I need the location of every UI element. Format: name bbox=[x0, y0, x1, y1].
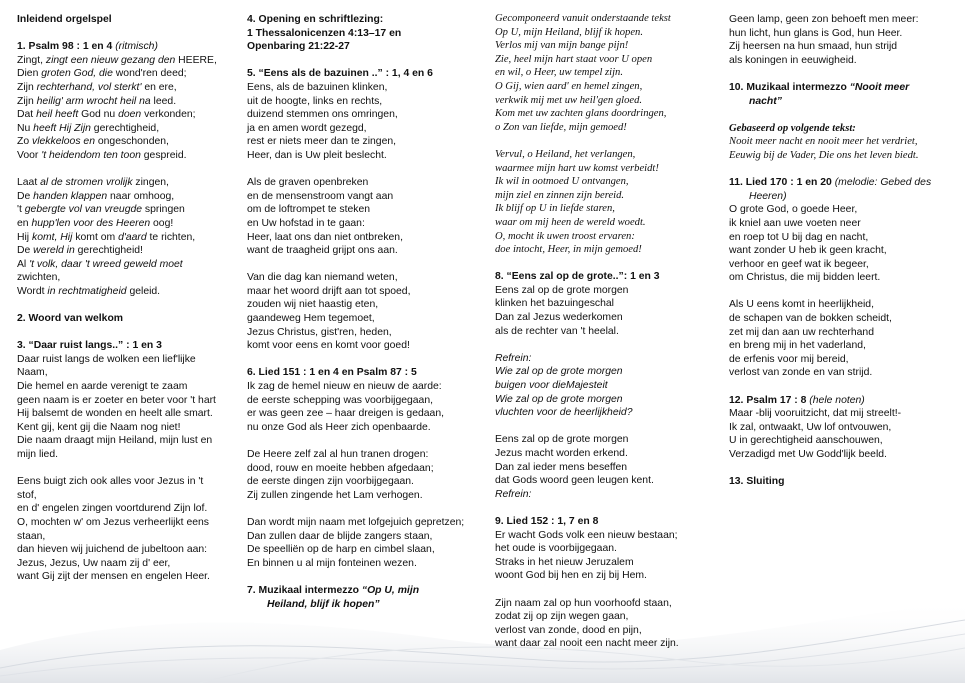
text-line: want Gij zijt der mensen en engelen Heer. bbox=[17, 571, 210, 583]
text-segment: Dat bbox=[17, 109, 37, 121]
text-line: Jezus macht worden erkend. bbox=[495, 448, 628, 459]
text-line: Die hemel en aarde verenigt te zaam bbox=[17, 381, 188, 393]
text-segment: gebergte vol van vreugde bbox=[24, 204, 143, 216]
text-segment: handen klappen bbox=[33, 190, 108, 202]
text-segment: Voor bbox=[17, 149, 42, 161]
text-line bbox=[17, 258, 245, 272]
section-1-note: (ritmisch) bbox=[115, 41, 158, 53]
text-segment: leed. bbox=[150, 95, 177, 107]
text-segment: in rechtmatigheid bbox=[47, 285, 127, 297]
text-line: Verlos mij van mijn bange pijn! bbox=[495, 40, 629, 52]
text-line: Dan wordt mijn naam met lofgejuich gepretzen; bbox=[247, 516, 465, 528]
text-line: en d' engelen zingen voortdurend Zijn lof. bbox=[17, 503, 208, 515]
column-3 bbox=[495, 13, 723, 665]
text-line bbox=[17, 54, 245, 68]
column-2 bbox=[247, 13, 482, 611]
section-9-verse-1 bbox=[495, 529, 723, 583]
section-12-verse bbox=[729, 407, 963, 461]
text-segment: rechterhand, vol sterkt' bbox=[36, 81, 142, 93]
text-line: duizend stemmen ons omringen, bbox=[247, 109, 398, 121]
section-1-heading bbox=[17, 40, 245, 54]
text-line: mijn ziel en zinnen zijn bereid. bbox=[495, 189, 625, 201]
text-line: want de traagheid grijpt ons aan. bbox=[247, 245, 398, 257]
text-line: dood, rouw en moeite hebben afgedaan; bbox=[247, 462, 434, 474]
text-line bbox=[17, 217, 245, 231]
text-line: er was geen zee – haar dreigen is gedaan, bbox=[247, 408, 444, 420]
text-line: O, mochten w' om Jezus verheerlijkt eens bbox=[17, 516, 209, 528]
text-segment: heeft Hij Zijn bbox=[33, 122, 91, 134]
text-line: O grote God, o goede Heer, bbox=[729, 204, 858, 216]
section-10-basis-text bbox=[729, 135, 963, 162]
section-10-title bbox=[729, 81, 963, 95]
text-line: dan hieven wij juichend de jubeltoon aan: bbox=[17, 544, 208, 556]
text-line: want zonder U heb ik geen kracht, bbox=[729, 245, 887, 257]
text-line: en breng mij in het vaderland, bbox=[729, 340, 866, 352]
text-segment: heilig' arm wrocht heil na bbox=[36, 95, 151, 107]
section-4-reference-1: 1 Thessalonicenzen 4:13–17 en bbox=[247, 27, 402, 39]
text-line: hun licht, hun glans is God, hun Heer. bbox=[729, 27, 903, 39]
text-segment: en bbox=[17, 217, 32, 229]
text-line: Hij balsemt de wonden en heelt alle smart. bbox=[17, 408, 213, 420]
text-segment: hupp'len voor des Heeren bbox=[31, 217, 151, 229]
text-line: De Heere zelf zal al hun tranen drogen: bbox=[247, 449, 429, 460]
text-line: en Uw hofstad in te gaan: bbox=[247, 217, 365, 229]
text-segment: springen bbox=[142, 204, 185, 216]
text-segment: naar omhoog, bbox=[107, 190, 175, 202]
section-13-title: 13. Sluiting bbox=[729, 476, 785, 488]
section-3-title: 3. “Daar ruist langs..” : 1 en 3 bbox=[17, 340, 162, 352]
text-line: Kom met uw zachten glans doordringen, bbox=[495, 108, 667, 120]
section-10-basis-label: Gebaseerd op volgende tekst: bbox=[729, 122, 856, 134]
text-line bbox=[17, 108, 245, 122]
text-segment: gerechtigheid! bbox=[74, 245, 143, 257]
text-line: uit de hoogte, links en rechts, bbox=[247, 95, 383, 107]
text-segment: verkonden; bbox=[141, 109, 196, 121]
text-segment: Nu bbox=[17, 122, 34, 134]
text-line: Die naam draagt mijn Heiland, mijn lust en bbox=[17, 435, 213, 447]
text-segment: doen bbox=[118, 109, 142, 121]
text-line: als de rechter van 't heelal. bbox=[495, 325, 619, 337]
text-line bbox=[17, 176, 245, 190]
text-line: en de mensenstroom vangt aan bbox=[247, 190, 394, 202]
text-line: mijn lied. bbox=[17, 449, 58, 460]
text-segment: zwichten, bbox=[17, 272, 61, 284]
text-segment: vlekkeloos en bbox=[32, 136, 95, 148]
section-7-title-main: 7. Muzikaal intermezzo bbox=[247, 584, 362, 596]
text-line bbox=[17, 231, 245, 245]
text-line: Maar -blij vooruitzicht, dat mij streelt!- bbox=[729, 408, 902, 420]
section-1-verse-2 bbox=[17, 176, 245, 298]
text-line: maar het woord drijft aan tot spoed, bbox=[247, 285, 411, 297]
section-11-melody-note: (melodie: Gebed des bbox=[834, 177, 932, 189]
text-line: zouden wij niet haastig eten, bbox=[247, 299, 379, 311]
text-line: buigen voor dieMajesteit bbox=[495, 380, 608, 392]
section-7-title-italic: “Op U, mijn bbox=[361, 584, 420, 596]
text-line: Eens zal op de grote morgen bbox=[495, 434, 629, 446]
section-8-title: 8. “Eens zal op de grote..”: 1 en 3 bbox=[495, 271, 660, 283]
text-segment: heil heeft bbox=[36, 109, 79, 121]
text-line: verkwik mij met uw heil'gen gloed. bbox=[495, 94, 643, 106]
text-line bbox=[17, 190, 245, 204]
text-line: Kent gij, kent gij die Naam nog niet! bbox=[17, 421, 181, 433]
section-12-title-main: 12. Psalm 17 : 8 bbox=[729, 394, 810, 406]
text-line: Zij heersen na hun smaad, hun strijd bbox=[729, 41, 898, 53]
section-10-title-italic: “Nooit meer bbox=[849, 81, 910, 93]
text-line: als koningen in eeuwigheid. bbox=[729, 54, 857, 66]
text-line: Wie zal op de grote morgen bbox=[495, 366, 623, 378]
text-line: de eerste dingen zijn voorbijgegaan. bbox=[247, 476, 414, 488]
section-5-verse-3 bbox=[247, 271, 482, 353]
text-line: om Christus, die mij bidden leert. bbox=[729, 272, 881, 284]
section-1-verse-1 bbox=[17, 54, 245, 163]
section-8-refrain-end: Refrein: bbox=[495, 488, 532, 500]
text-line: zodat zij op zijn wegen gaan, bbox=[495, 611, 629, 623]
text-line bbox=[17, 271, 245, 285]
text-line: Ik zag de hemel nieuw en nieuw de aarde: bbox=[247, 381, 442, 393]
text-segment: God nu bbox=[78, 109, 119, 121]
text-line: Naam, bbox=[17, 367, 48, 379]
section-5-verse-2 bbox=[247, 176, 482, 258]
text-segment: 't volk, daar 't wreed geweld moet bbox=[29, 258, 183, 270]
section-8-verse-1 bbox=[495, 284, 723, 338]
text-line: Als U eens komt in heerlijkheid, bbox=[729, 299, 874, 311]
text-segment: komt, Hij bbox=[32, 231, 73, 243]
text-segment: 't heidendom ten toon bbox=[41, 149, 141, 161]
text-line: rest er niets meer dan te zingen, bbox=[247, 136, 397, 148]
text-segment: De bbox=[17, 190, 34, 202]
section-11-verse-1 bbox=[729, 203, 963, 285]
section-10-title-cont: nacht” bbox=[749, 95, 782, 107]
text-line: nu onze God als Heer zich openbaarde. bbox=[247, 421, 431, 433]
section-12-title bbox=[729, 394, 963, 408]
section-9-verse-2 bbox=[495, 597, 723, 651]
section-9-title: 9. Lied 152 : 1, 7 en 8 bbox=[495, 515, 599, 527]
text-line: Ik blijf op U in liefde staren, bbox=[495, 203, 615, 215]
section-6-title: 6. Lied 151 : 1 en 4 en Psalm 87 : 5 bbox=[247, 367, 417, 379]
text-line: Op U, mijn Heiland, blijf ik hopen. bbox=[495, 26, 644, 38]
text-segment: gespreid. bbox=[140, 149, 187, 161]
text-line: De speelliën op de harp en cimbel slaan, bbox=[247, 544, 435, 556]
text-line: En binnen u al mijn fonteinen wezen. bbox=[247, 557, 417, 569]
text-segment: De bbox=[17, 245, 34, 257]
text-line bbox=[17, 244, 245, 258]
text-line: Nooit meer nacht en nooit meer het verdriet, bbox=[729, 136, 918, 148]
text-segment: komt om bbox=[72, 231, 119, 243]
text-line: de erfenis voor mij bereid, bbox=[729, 353, 849, 365]
text-line: Daar ruist langs de wolken een lief'lijke bbox=[17, 353, 196, 365]
section-3-verse-1 bbox=[17, 353, 245, 462]
text-line: want daar zal nooit een nacht meer zijn. bbox=[495, 638, 679, 650]
text-line: waarmee mijn hart uw komst verbeidt! bbox=[495, 162, 659, 174]
text-segment: Zijn bbox=[17, 95, 37, 107]
text-segment: te richten, bbox=[146, 231, 196, 243]
text-line: Eens buigt zich ook alles voor Jezus in 't bbox=[17, 476, 204, 488]
text-line: stof, bbox=[17, 489, 37, 501]
text-line: Eens zal op de grote morgen bbox=[495, 284, 629, 296]
text-segment: gerechtigheid, bbox=[90, 122, 160, 134]
text-line: Jezus Christus, gist'ren, heden, bbox=[247, 326, 392, 338]
text-line: Als de graven openbreken bbox=[247, 177, 369, 189]
section-5-title: 5. “Eens als de bazuinen ..” : 1, 4 en 6 bbox=[247, 68, 433, 80]
text-segment: wereld in bbox=[33, 245, 75, 257]
text-segment: zingt een nieuw gezang den bbox=[45, 54, 176, 66]
text-line: verlost van zonde, dood en pijn, bbox=[495, 624, 642, 636]
text-line: Dan zullen daar de blijde zangers staan, bbox=[247, 530, 433, 542]
text-line: ja en amen wordt gezegd, bbox=[247, 122, 367, 134]
text-segment: zingen, bbox=[132, 177, 169, 189]
text-segment: 't bbox=[17, 204, 25, 216]
text-segment: en ere, bbox=[141, 81, 177, 93]
section-2-title: 2. Woord van welkom bbox=[17, 313, 124, 325]
section-11-verse-2 bbox=[729, 298, 963, 380]
section-10-title-main: 10. Muzikaal intermezzo bbox=[729, 81, 850, 93]
section-7-title-cont: Heiland, blijf ik hopen” bbox=[267, 598, 380, 610]
text-line: Ik zal, ontwaakt, Uw lof ontvouwen, bbox=[729, 421, 892, 433]
text-line: Jezus, Jezus, Uw naam zij d' eer, bbox=[17, 557, 171, 569]
section-12-note: (hele noten) bbox=[809, 394, 865, 406]
text-segment: Zo bbox=[17, 136, 33, 148]
section-4-title: 4. Opening en schriftlezing: bbox=[247, 14, 384, 25]
text-line: klinken het bazuingeschal bbox=[495, 298, 614, 310]
section-3-verse-2 bbox=[17, 475, 245, 584]
text-line bbox=[17, 95, 245, 109]
section-6-verse-3 bbox=[247, 516, 482, 570]
text-line bbox=[17, 149, 245, 163]
text-line: Geen lamp, geen zon behoeft men meer: bbox=[729, 14, 919, 25]
section-8-verse-2 bbox=[495, 433, 723, 487]
text-line: Dan zal ieder mens beseffen bbox=[495, 461, 628, 473]
text-segment: Dien bbox=[17, 68, 42, 80]
intro-title: Inleidend orgelspel bbox=[17, 14, 112, 25]
composed-from-label: Gecomponeerd vanuit onderstaande tekst bbox=[495, 13, 671, 24]
text-line: Eeuwig bij de Vader, Die ons het leven biedt. bbox=[729, 149, 919, 161]
text-line: staan, bbox=[17, 530, 46, 542]
text-line: verhoor en geef wat ik begeer, bbox=[729, 258, 869, 270]
text-line: U in gerechtigheid aanschouwen, bbox=[729, 435, 883, 447]
section-5-verse-1 bbox=[247, 81, 482, 163]
text-segment: HEERE, bbox=[175, 54, 217, 66]
section-11-title bbox=[729, 176, 963, 190]
text-segment: Hij bbox=[17, 231, 33, 243]
text-line bbox=[17, 203, 245, 217]
text-segment: Zingt, bbox=[17, 54, 46, 66]
section-9-verse-3 bbox=[729, 13, 963, 67]
text-segment: ongeschonden, bbox=[94, 136, 169, 148]
text-line: Heer, laat ons dan niet ontbreken, bbox=[247, 231, 403, 243]
section-4-reference-2: Openbaring 21:22-27 bbox=[247, 41, 350, 53]
text-segment: d'aard bbox=[118, 231, 147, 243]
text-line bbox=[17, 285, 245, 299]
hymn-text-verse-2 bbox=[495, 148, 723, 257]
text-line bbox=[17, 122, 245, 136]
section-8-refrain-label: Refrein: bbox=[495, 352, 532, 364]
text-line bbox=[17, 135, 245, 149]
text-segment: Al bbox=[17, 258, 30, 270]
text-line: dat Gods woord geen leugen kent. bbox=[495, 475, 654, 487]
text-line: Zijn naam zal op hun voorhoofd staan, bbox=[495, 597, 672, 609]
text-line: geen naam is er zoeter en beter voor 't hart bbox=[17, 394, 216, 406]
text-line: Dan zal Jezus wederkomen bbox=[495, 312, 623, 324]
text-line: verlost van zonde en van strijd. bbox=[729, 367, 873, 379]
text-line: Zie, heel mijn hart staat voor U open bbox=[495, 53, 653, 65]
text-line: o Zon van liefde, mijn gemoed! bbox=[495, 121, 627, 133]
text-line: Eens, als de bazuinen klinken, bbox=[247, 81, 388, 93]
text-line: de eerste schepping was voorbijgegaan, bbox=[247, 394, 434, 406]
text-line: het oude is voorbijgegaan. bbox=[495, 543, 617, 555]
text-line: waar om mij heen de wereld woedt. bbox=[495, 216, 646, 228]
text-line: de schapen van de bokken scheidt, bbox=[729, 313, 892, 325]
text-line: gaandeweg Hem tegemoet, bbox=[247, 313, 375, 325]
text-line: Verzadigd met Uw Godd'lijk beeld. bbox=[729, 449, 887, 460]
section-11-melody-cont: Heeren) bbox=[749, 190, 787, 202]
text-segment: groten God, die bbox=[41, 68, 113, 80]
text-line: doe intocht, Heer, in mijn gemoed! bbox=[495, 244, 642, 256]
section-6-verse-1 bbox=[247, 380, 482, 434]
text-segment: Zijn bbox=[17, 81, 37, 93]
text-segment: geleid. bbox=[126, 285, 161, 297]
text-line: Heer, dan is Uw pleit beslecht. bbox=[247, 149, 387, 161]
text-line: Van die dag kan niemand weten, bbox=[247, 272, 398, 284]
section-7-title bbox=[247, 584, 482, 598]
text-line: Vervul, o Heiland, het verlangen, bbox=[495, 148, 636, 160]
text-line: O, mocht ik uwen troost ervaren: bbox=[495, 230, 635, 242]
section-8-refrain bbox=[495, 365, 723, 419]
column-1 bbox=[17, 13, 245, 598]
text-line: Ik wil in ootmoed U ontvangen, bbox=[495, 176, 629, 188]
text-segment: oog! bbox=[150, 217, 174, 229]
section-1-title: 1. Psalm 98 : 1 en 4 bbox=[17, 41, 113, 53]
text-line: komt voor eens en komt voor goed! bbox=[247, 340, 410, 352]
text-line: woont God bij hen en zij bij Hem. bbox=[495, 570, 647, 582]
text-line: Zij zullen zingende het Lam verhogen. bbox=[247, 489, 423, 501]
text-line: om de loftrompet te steken bbox=[247, 204, 371, 216]
text-line: O Gij, wien aard' en hemel zingen, bbox=[495, 80, 643, 92]
text-segment: wond'ren deed; bbox=[112, 68, 187, 80]
text-line: Wie zal op de grote morgen bbox=[495, 393, 623, 405]
text-line bbox=[17, 67, 245, 81]
hymn-text-verse-1 bbox=[495, 26, 723, 135]
text-segment: al de stromen vrolijk bbox=[40, 177, 133, 189]
text-line bbox=[17, 81, 245, 95]
section-11-title-main: 11. Lied 170 : 1 en 20 bbox=[729, 177, 835, 189]
text-segment: Wordt bbox=[17, 285, 48, 297]
text-line: ik kniel aan uwe voeten neer bbox=[729, 217, 861, 229]
text-line: zet mij dan aan uw rechterhand bbox=[729, 326, 874, 338]
text-line: Er wacht Gods volk een nieuw bestaan; bbox=[495, 529, 678, 541]
section-6-verse-2 bbox=[247, 448, 482, 502]
text-line: en roep tot U bij dag en nacht, bbox=[729, 231, 869, 243]
column-4 bbox=[729, 13, 963, 489]
text-line: en wil, o Heer, uw tempel zijn. bbox=[495, 67, 623, 79]
text-segment: Laat bbox=[17, 177, 41, 189]
text-line: Straks in het nieuw Jeruzalem bbox=[495, 556, 634, 568]
text-line: vluchten voor de heerlijkheid? bbox=[495, 407, 633, 419]
